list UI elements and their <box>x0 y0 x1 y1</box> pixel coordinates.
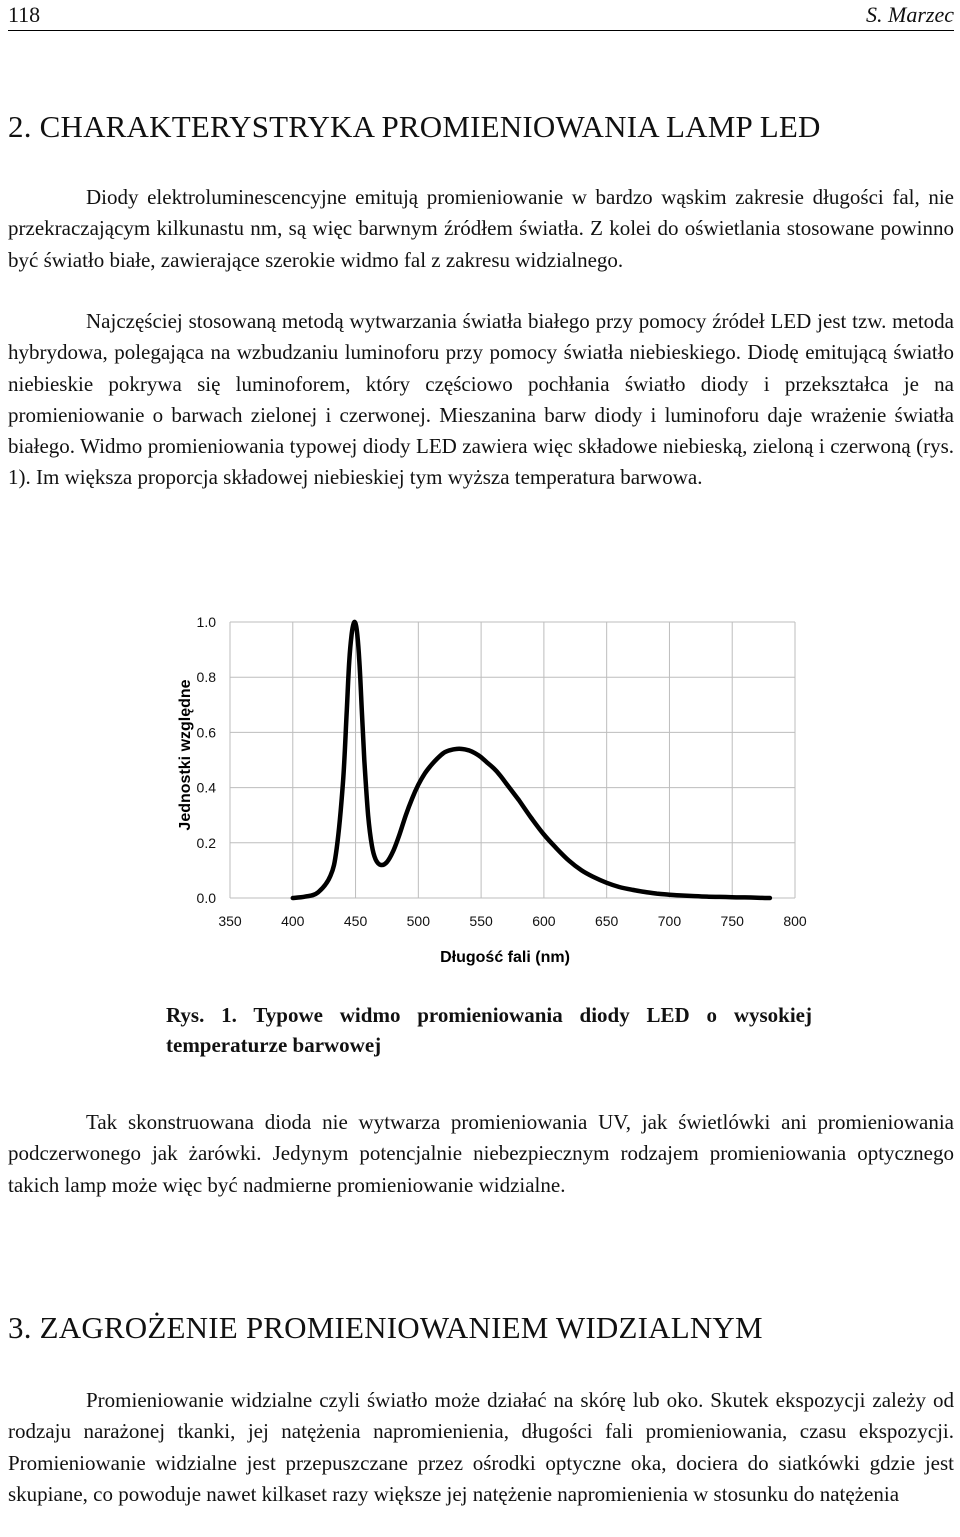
x-tick-label: 800 <box>783 913 807 929</box>
x-tick-label: 650 <box>594 913 619 929</box>
paragraph-text: Tak skonstruowana dioda nie wytwarza promieniowania UV, jak świetlówki ani promieniowania podczerwonego jak żarówki. Jedynym potencjalnie niebezpiecznym rodzajem promieniowania optycznego takich lamp może więc być nadmierne promieniowanie widzialne. <box>8 1110 954 1197</box>
section-2-paragraph-1 <box>8 182 954 276</box>
x-axis-label: Długość fali (nm) <box>440 949 570 966</box>
paragraph-text: Najczęściej stosowaną metodą wytwarzania światła białego przy pomocy źródeł LED jest tzw. metoda hybrydowa, polegająca na wzbudzaniu luminoforu przy pomocy światła niebieskiego. Diodę emitującą światło niebieskie pokrywa się luminoforem, który częściowo pochłania światło diody i przekształca je na promieniowanie o barwach zielonej i czerwonej. Mieszanina barw diody i luminoforu daje wrażenie światła białego. Widmo promieniowania typowej diody LED zawiera więc składowe niebieską, zieloną i czerwoną (rys. 1). Im większa proporcja składowej niebieskiej tym wyższa temperatura barwowa. <box>8 309 954 490</box>
spectrum-series-line <box>293 622 770 898</box>
page-header <box>8 2 954 31</box>
y-tick-label: 0.0 <box>196 890 216 906</box>
x-tick-label: 450 <box>343 913 368 929</box>
y-tick-label: 0.6 <box>196 724 216 741</box>
x-tick-label: 500 <box>406 913 431 929</box>
y-tick-label: 0.8 <box>196 669 216 686</box>
paragraph-text: Diody elektroluminescencyjne emitują promieniowanie w bardzo wąskim zakresie długości fal, nie przekraczającym kilkunastu nm, są więc barwnym źródłem światła. Z kolei do oświetlania stosowane powinno być światło białe, zawierające szerokie widmo fal z zakresu widzialnego. <box>8 185 954 272</box>
x-tick-label: 750 <box>720 913 744 929</box>
spectrum-chart <box>160 600 820 980</box>
x-tick-label: 400 <box>281 913 305 929</box>
section-2-title: 2. CHARAKTERYSTRYKA PROMIENIOWANIA LAMP LED <box>8 109 821 144</box>
chart-ticks <box>197 614 807 929</box>
chart-gridlines <box>230 622 795 898</box>
chart-series <box>293 622 770 898</box>
section-3-paragraph <box>8 1385 954 1510</box>
paragraph-text: Promieniowanie widzialne czyli światło może działać na skórę lub oko. Skutek ekspozycji zależy od rodzaju narażonej tkanki, jej natężenia napromienienia, długości fali promieniowania, czasu ekspozycji. Promieniowanie widzialne jest przepuszczane przez ośrodki optyczne oka, dociera do siatkówki gdzie jest skupiane, co powoduje nawet kilkaset razy większe jej natężenie napromienienia w stosunku do natężenia <box>8 1388 954 1506</box>
figure-caption: Rys. 1. Typowe widmo promieniowania diody LED o wysokiej temperaturze barwowej <box>166 1003 812 1057</box>
section-2-paragraph-2 <box>8 306 954 494</box>
x-tick-label: 600 <box>532 913 556 929</box>
x-tick-label: 350 <box>218 913 242 929</box>
y-axis-label: Jednostki względne <box>177 679 194 831</box>
y-tick-label: 1.0 <box>196 614 216 630</box>
y-tick-label: 0.2 <box>196 834 216 851</box>
running-author: S. Marzec <box>866 2 954 27</box>
y-tick-label: 0.4 <box>196 779 216 796</box>
paragraph-after-figure <box>8 1107 954 1201</box>
section-3-title: 3. ZAGROŻENIE PROMIENIOWANIEM WIDZIALNYM <box>8 1310 763 1345</box>
page-number: 118 <box>8 2 41 27</box>
x-tick-label: 550 <box>469 913 493 929</box>
x-tick-label: 700 <box>657 913 682 929</box>
